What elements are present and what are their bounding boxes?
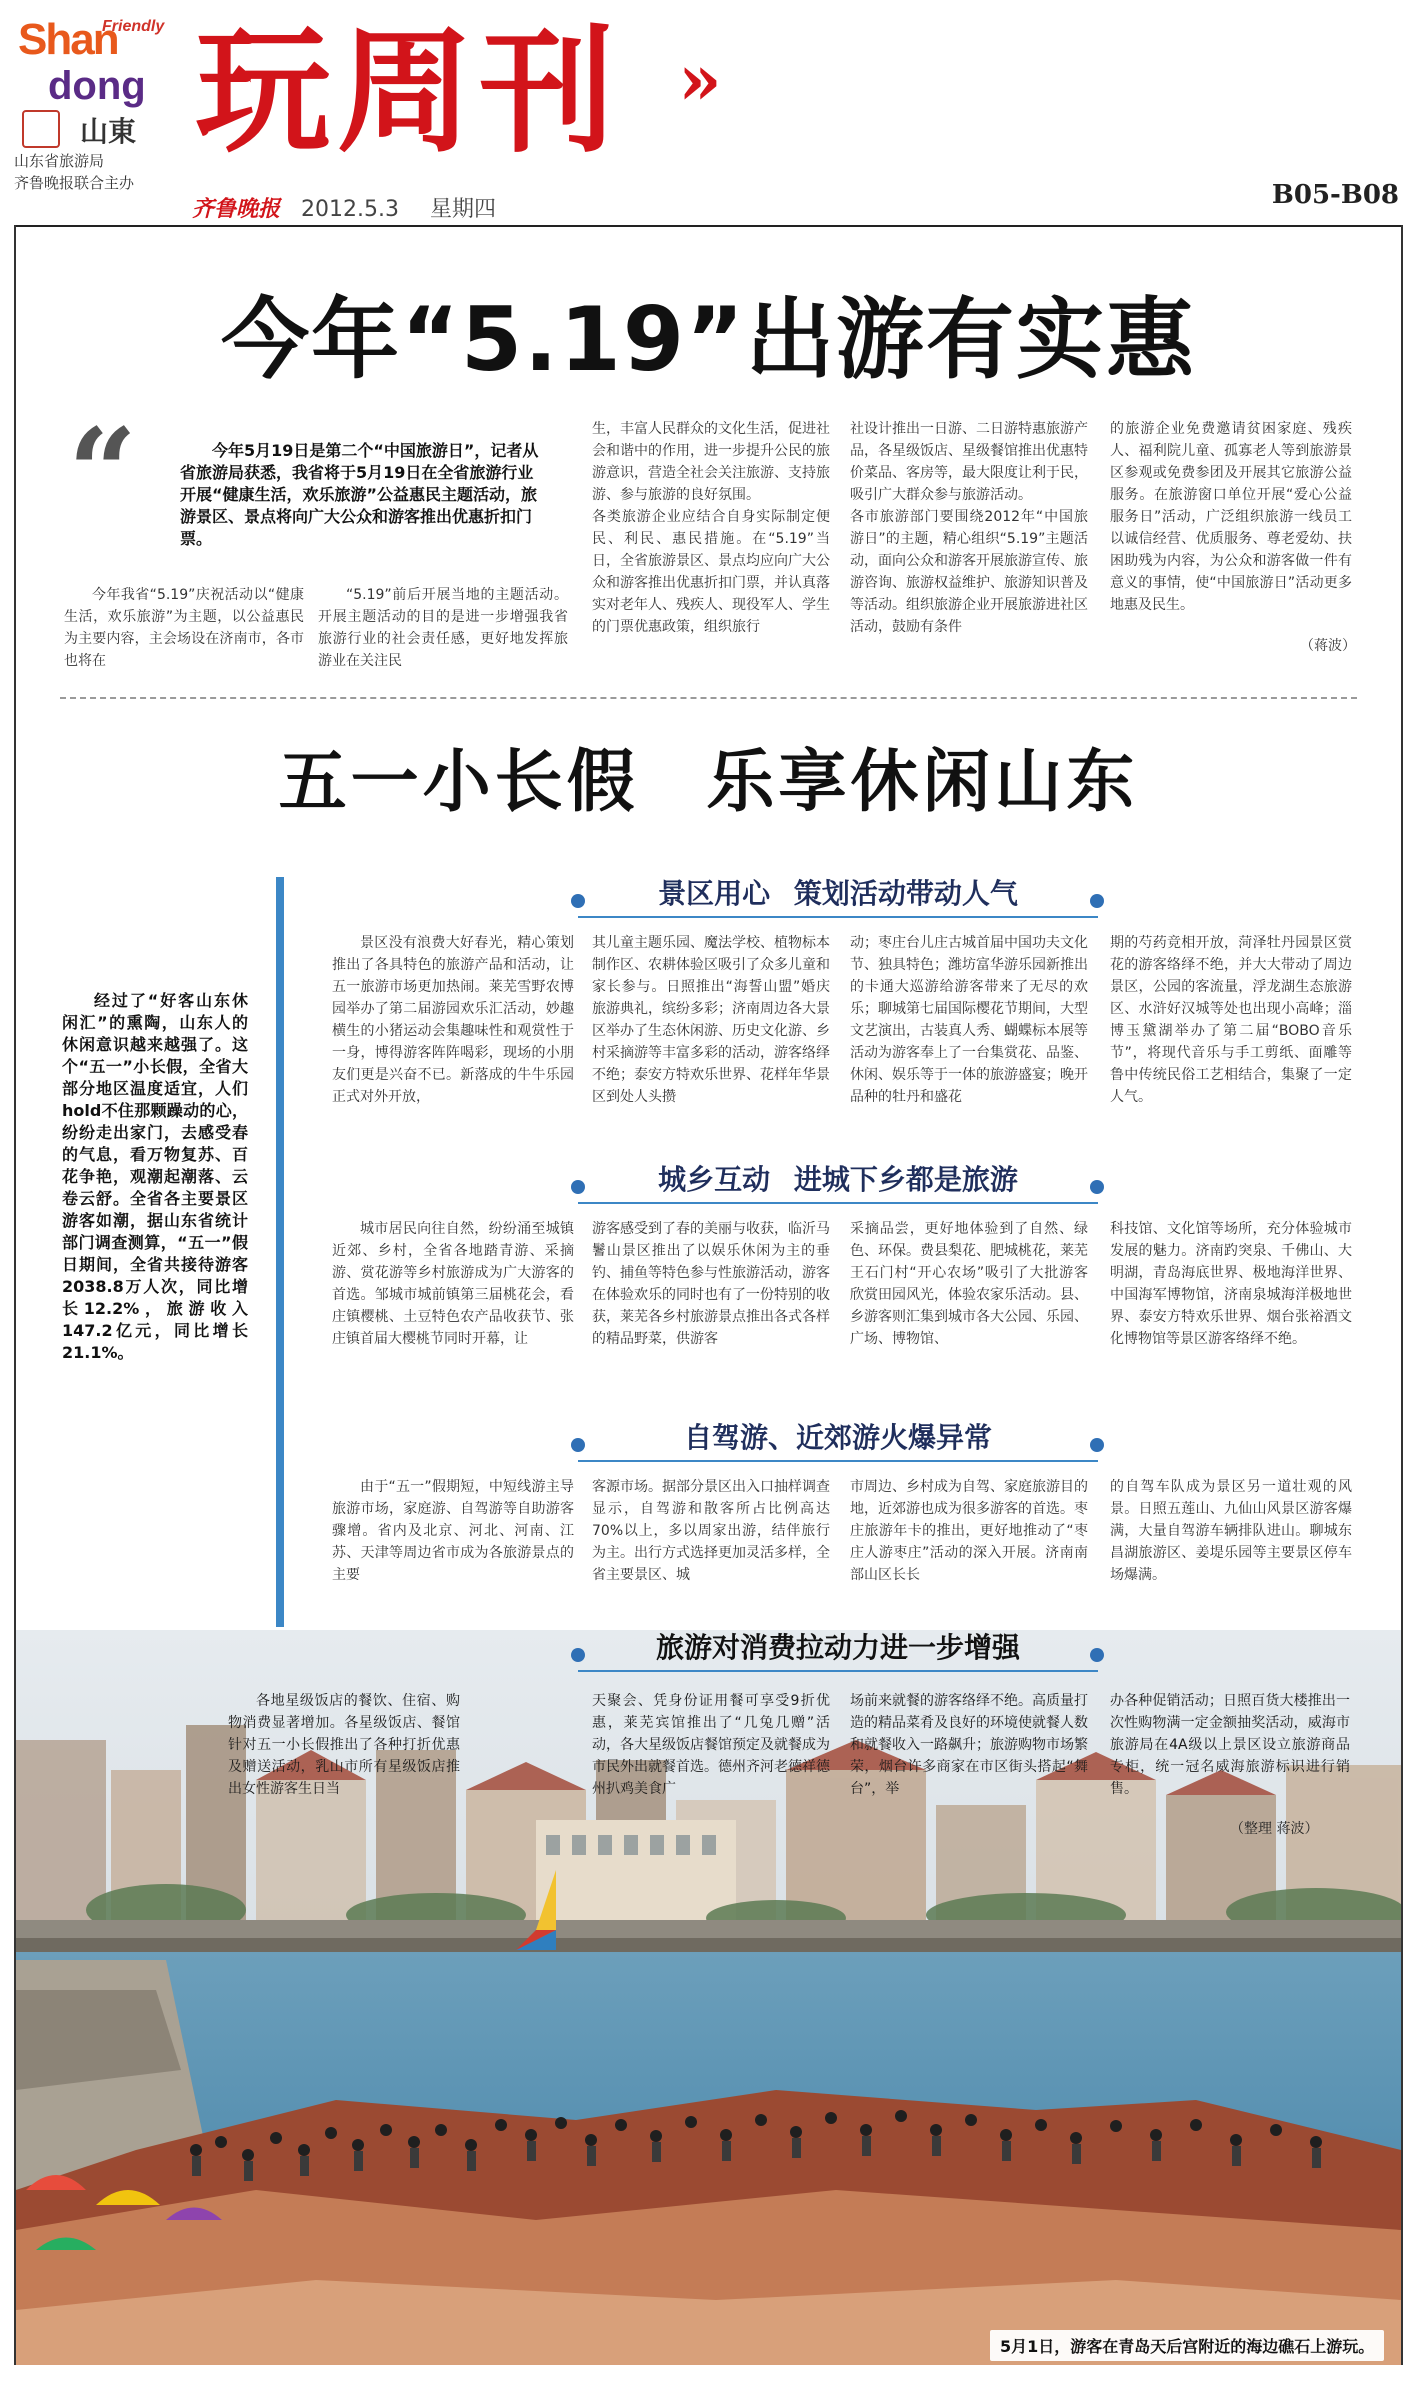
photo-caption: 5月1日，游客在青岛天后宫附近的海边礁石上游玩。 — [990, 2330, 1384, 2361]
shandong-friendly-logo — [14, 14, 165, 192]
section-3-col2: 客源市场。据部分景区出入口抽样调查显示，自驾游和散客所占比例高达70%以上，多以周家出游，结伴旅行为主。出行方式选择更加灵活多样，全省主要景区、城 — [592, 1479, 830, 1583]
dashed-divider — [60, 697, 1357, 699]
section-4-editor-credit: （整理 蒋波） — [1230, 1821, 1319, 1837]
section-1-col2: 其儿童主题乐园、魔法学校、植物标本制作区、农耕体验区吸引了众多儿童和家长参与。日照推出“海誓山盟”婚庆旅游典礼，缤纷多彩；济南周边各大景区举办了生态休闲游、历史文化游、乡村采摘游等丰富多彩的活动，游客络绎不绝；泰安方特欢乐世界、花样年华景区到处人头攒 — [592, 935, 830, 1105]
organizer-line-2: 齐鲁晚报联合主办 — [14, 174, 135, 192]
section-1-dot-right — [1090, 894, 1104, 908]
section-3-rule — [578, 1460, 1098, 1462]
organizer-line-1: 山东省旅游局 — [14, 152, 105, 170]
section-2-col4: 科技馆、文化馆等场所，充分体验城市发展的魅力。济南趵突泉、千佛山、大明湖，青岛海底世界、极地海洋世界、中国海军博物馆，济南泉城海洋极地世界、泰安方特欢乐世界、烟台张裕酒文化博物馆等景区游客络绎不绝。 — [1110, 1221, 1352, 1347]
section-3-dot-left — [571, 1438, 585, 1452]
issue-weekday: 星期四 — [429, 197, 496, 222]
paper-name: 齐鲁晚报 — [192, 196, 281, 222]
section-2-col3: 采摘品尝，更好地体验到了自然、绿色、环保。费县梨花、肥城桃花，莱芜王石门村“开心农场”吸引了大批游客欣赏田园风光，体验农家乐活动。县、乡游客则汇集到城市各大公园、乐园、广场、博物馆、 — [850, 1221, 1088, 1347]
masthead-quote-mark: » — [678, 38, 722, 121]
dateline — [192, 192, 496, 223]
article1-col5: 的旅游企业免费邀请贫困家庭、残疾人、福利院儿童、孤寡老人等到旅游景区参观或免费参团及开展其它旅游公益服务。在旅游窗口单位开展“爱心公益服务日”活动，广泛组织旅游一线员工以诚信经营、优质服务、尊老爱幼、扶困助残为内容，为公众和游客做一件有意义的事情，使“中国旅游日”活动更多地惠及民生。 — [1110, 421, 1352, 613]
logo-shan-text: Shan — [18, 15, 118, 64]
section-1-col4: 期的芍药竞相开放，菏泽牡丹园景区赏花的游客络绎不绝，并大大带动了周边景区，公园的客流量，浮龙湖生态旅游区、水浒好汉城等处也出现小高峰；淄博玉黛湖举办了第二届“BOBO音乐节”，将现代音乐与手工剪纸、面雕等鲁中传统民俗工艺相结合，集聚了一定人气。 — [1110, 935, 1352, 1105]
logo-seal-icon — [22, 110, 60, 148]
section-1-dot-left — [571, 894, 585, 908]
article1-headline: 今年“5.19”出游有实惠 — [221, 288, 1196, 391]
right-border — [1401, 225, 1403, 2365]
section-2-dot-right — [1090, 1180, 1104, 1194]
section-1-col3: 动；枣庄台儿庄古城首届中国功夫文化节、独具特色；潍坊富华游乐园新推出的卡通大巡游给游客带来了无尽的欢乐；聊城第七届国际樱花节期间，大型文艺演出，古装真人秀、蝴蝶标本展等活动为游客奉上了一台集赏花、品鉴、休闲、娱乐等于一体的旅游盛宴；晚开品种的牡丹和盛花 — [850, 935, 1088, 1105]
quote-icon: “ — [68, 402, 138, 543]
section-4-col3: 场前来就餐的游客络绎不绝。高质量打造的精品菜肴及良好的环境使就餐人数和就餐收入一路飙升；旅游购物市场繁荣，烟台许多商家在市区街头搭起“舞台”，举 — [850, 1693, 1088, 1797]
section-1-rule — [578, 916, 1098, 918]
section-3-col3: 市周边、乡村成为自驾、家庭旅游目的地，近郊游也成为很多游客的首选。枣庄旅游年卡的推出，更好地推动了“枣庄人游枣庄”活动的深入开展。济南南部山区长长 — [850, 1479, 1088, 1583]
article1-col1: 今年我省“5.19”庆祝活动以“健康生活，欢乐旅游”为主题，以公益惠民为主要内容，主会场设在济南市，各市也将在 — [64, 587, 304, 669]
section-2-rule — [578, 1202, 1098, 1204]
article1-col2: “5.19”前后开展当地的主题活动。开展主题活动的目的是进一步增强我省旅游行业的社会责任感，更好地发挥旅游业在关注民 — [318, 587, 568, 669]
logo-shandong-chinese: 山東 — [80, 115, 137, 148]
section-4-col1: 各地星级饭店的餐饮、住宿、购物消费显著增加。各星级饭店、餐馆针对五一小长假推出了各种打折优惠及赠送活动，乳山市所有星级饭店推出女性游客生日当 — [228, 1693, 460, 1797]
section-4-rule — [578, 1670, 1098, 1672]
top-rule — [14, 225, 1403, 227]
issue-date: 2012.5.3 — [301, 197, 399, 222]
section-4-dot-right — [1090, 1648, 1104, 1662]
logo-friendly-text: Friendly — [102, 18, 165, 35]
section-3-col1: 由于“五一”假期短，中短线游主导旅游市场，家庭游、自驾游等自助游客骤增。省内及北京、河北、河南、江苏、天津等周边省市成为各旅游景点的主要 — [332, 1479, 574, 1583]
section-3-col4: 的自驾车队成为景区另一道壮观的风景。日照五莲山、九仙山风景区游客爆满，大量自驾游车辆排队进山。聊城东昌湖旅游区、姜堤乐园等主要景区停车场爆满。 — [1110, 1479, 1352, 1583]
section-3-title: 自驾游、近郊游火爆异常 — [683, 1421, 992, 1454]
logo-dong-text: dong — [48, 64, 146, 108]
section-2-dot-left — [571, 1180, 585, 1194]
section-4-col4: 办各种促销活动；日照百货大楼推出一次性购物满一定金额抽奖活动，威海市旅游局在4A级以上景区设立旅游商品专柜，统一冠名威海旅游标识进行销售。 — [1110, 1693, 1350, 1797]
section-3-dot-right — [1090, 1438, 1104, 1452]
section-2-col2: 游客感受到了春的美丽与收获，临沂马鬐山景区推出了以娱乐休闲为主的垂钓、捕鱼等特色参与性旅游活动，游客在体验欢乐的同时也有了一份特别的收获，莱芜各乡村旅游景点推出各式各样的精品野菜，供游客 — [592, 1221, 830, 1347]
article1-col4: 社设计推出一日游、二日游特惠旅游产品，各星级饭店、星级餐馆推出优惠特价菜品、客房等，最大限度让利于民，吸引广大群众参与旅游活动。 各市旅游部门要围绕2012年“中国旅游日”的主题，精心组织“5.19”主题活动，面向公众和游客开展旅游宣传、旅游咨询、旅游权益维护、旅游知识普及等活动。组织旅游企业开展旅游进社区活动，鼓励有条件 — [850, 421, 1088, 635]
section-4-col2: 天聚会、凭身份证用餐可享受9折优惠，莱芜宾馆推出了“几兔几赠”活动，各大星级饭店餐馆预定及就餐成为市民外出就餐首选。德州齐河老德祥德州扒鸡美食广 — [592, 1693, 830, 1797]
section-4-dot-left — [571, 1648, 585, 1662]
article2-headline: 五一小长假 乐享休闲山东 — [278, 742, 1139, 822]
article1-col3: 生，丰富人民群众的文化生活，促进社会和谐中的作用，进一步提升公民的旅游意识，营造全社会关注旅游、支持旅游、参与旅游的良好氛围。 各类旅游企业应结合自身实际制定便民、利民、惠民措施。在“5.19”当日，全省旅游景区、景点均应向广大公众和游客推出优惠折扣门票，并认真落实对老年人、残疾人、现役军人、学生的门票优惠政策，组织旅行 — [592, 421, 830, 635]
article1-signature: （蒋波） — [1300, 638, 1356, 654]
section-4-title: 旅游对消费拉动力进一步增强 — [655, 1631, 1020, 1664]
page-range: B05-B08 — [1271, 180, 1399, 210]
coastal-photo — [16, 1630, 1401, 2365]
article2-intro: 经过了“好客山东休闲汇”的熏陶，山东人的休闲意识越来越强了。这个“五一”小长假，全省大部分地区温度适宜，人们hold不住那颗躁动的心，纷纷走出家门，去感受春的气息，看万物复苏、百花争艳，观潮起潮落、云卷云舒。全省各主要景区游客如潮，据山东省统计部门调查测算，“五一”假日期间，全省共接待游客2038.8万人次，同比增长12.2%，旅游收入147.2亿元，同比增长21.1%。 — [62, 991, 248, 1362]
article1-lead: 今年5月19日是第二个“中国旅游日”，记者从省旅游局获悉，我省将于5月19日在全省旅游行业开展“健康生活，欢乐旅游”公益惠民主题活动，旅游景区、景点将向广大公众和游客推出优惠折扣门票。 — [180, 441, 539, 548]
section-2-title: 城乡互动 进城下乡都是旅游 — [658, 1163, 1018, 1196]
section-2-col1: 城市居民向往自然，纷纷涌至城镇近郊、乡村，全省各地踏青游、采摘游、赏花游等乡村旅游成为广大游客的首选。邹城市城前镇第三届桃花会，看庄镇樱桃、土豆特色农产品收获节、张庄镇首届大樱桃节同时开幕，让 — [332, 1221, 574, 1347]
intro-accent-bar — [276, 877, 284, 1627]
section-1-col1: 景区没有浪费大好春光，精心策划推出了各具特色的旅游产品和活动，让五一旅游市场更加热闹。莱芜雪野农博园举办了第二届游园欢乐汇活动，妙趣横生的小猪运动会集趣味性和观赏性于一身，博得游客阵阵喝彩，现场的小朋友们更是兴奋不已。新落成的牛牛乐园正式对外开放， — [332, 935, 574, 1105]
section-1-title: 景区用心 策划活动带动人气 — [658, 877, 1018, 910]
masthead-title: 玩周刊 — [195, 12, 621, 172]
